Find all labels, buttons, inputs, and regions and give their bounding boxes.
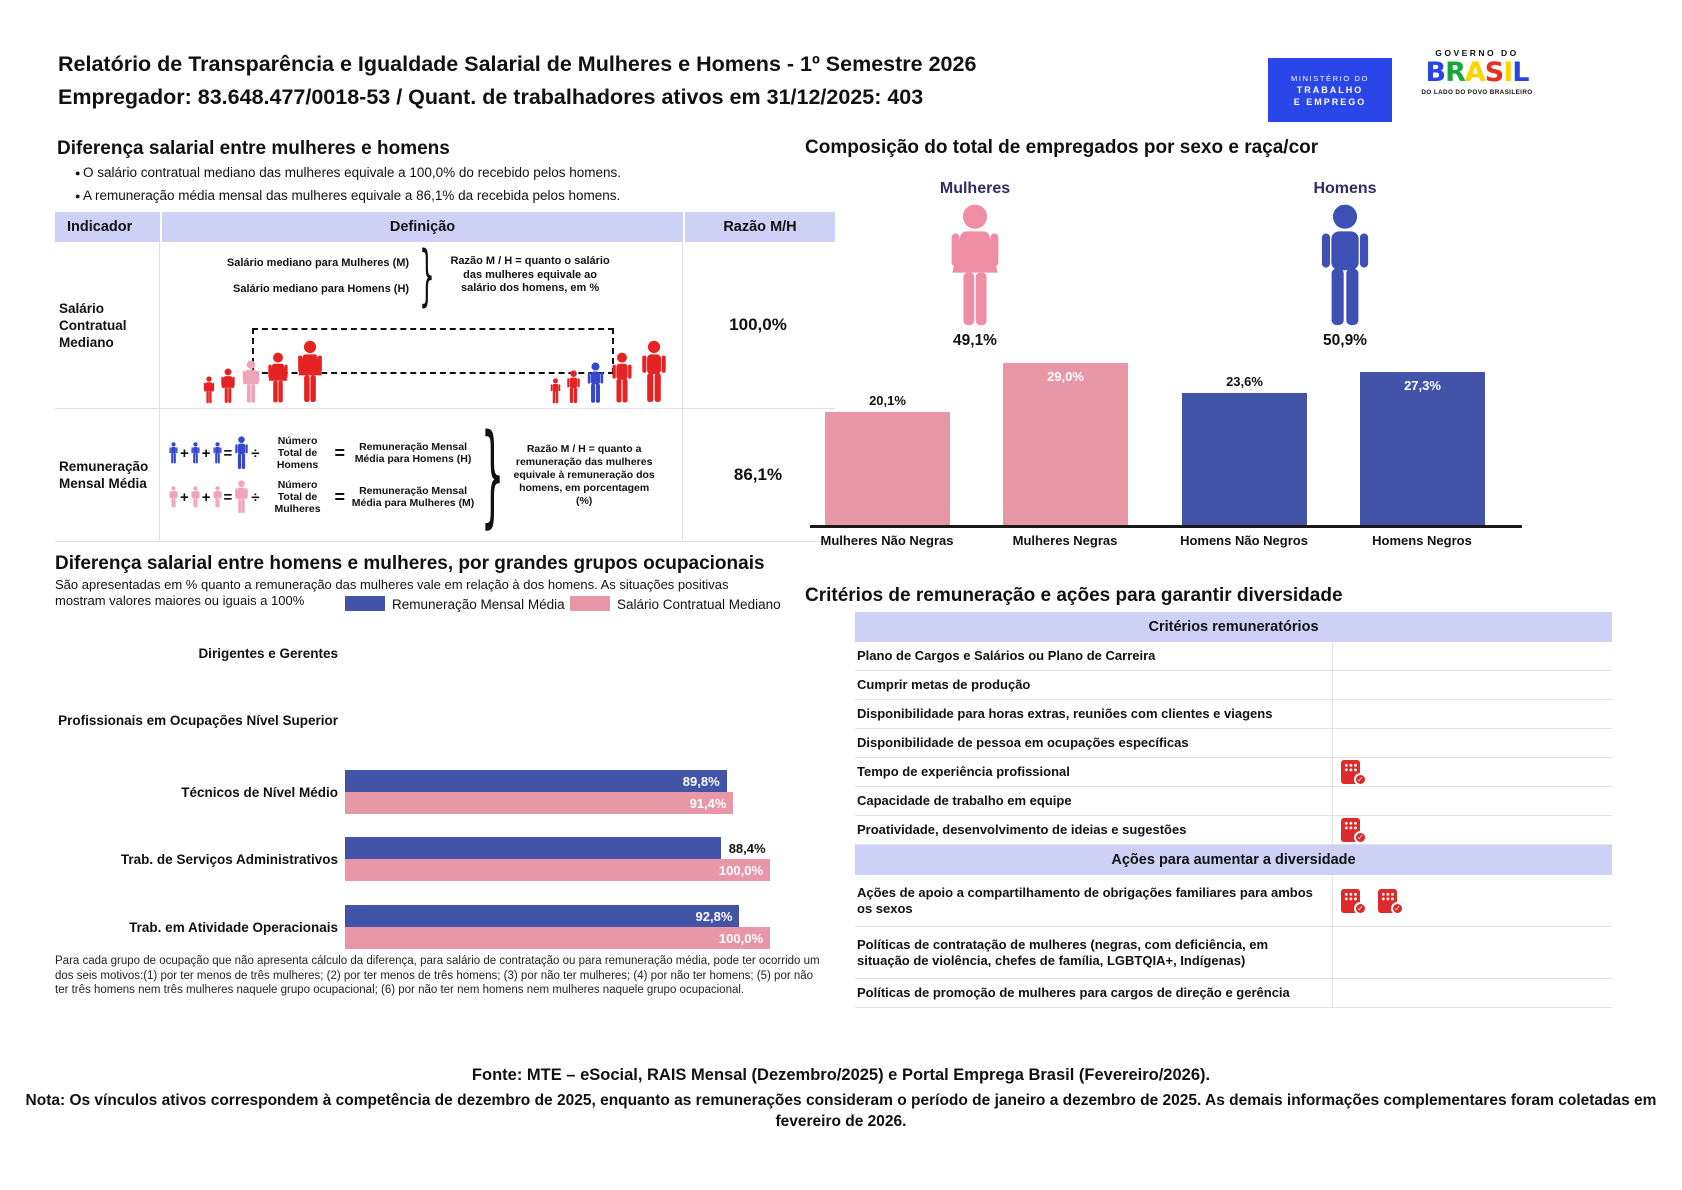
- female-group-label: Mulheres: [939, 180, 1011, 197]
- man-figure-icon: [190, 442, 201, 464]
- criteria-label: Disponibilidade para horas extras, reuniões com clientes e viagens: [855, 700, 1333, 728]
- bar-value-label: 23,6%: [1226, 373, 1263, 389]
- bar-remuneracao: [345, 837, 766, 859]
- criteria-diversity-header: Ações para aumentar a diversidade: [855, 845, 1612, 875]
- pay-gap-bullet: ● O salário contratual mediano das mulheres equivale a 100,0% do recebido pelos homens.: [75, 165, 621, 180]
- bar-value-label: 100,0%: [718, 862, 763, 878]
- building-check-icon: ✓: [1341, 888, 1368, 914]
- table-row: [855, 671, 1612, 700]
- column-header-indicador: Indicador: [55, 212, 160, 242]
- bar-remuneracao: [345, 770, 727, 792]
- median-salary-men-label: Salário mediano para Homens (H): [233, 282, 410, 295]
- definition-cell: [160, 237, 683, 408]
- bar-value-label: 20,1%: [869, 393, 906, 409]
- criteria-status: [1333, 671, 1612, 699]
- legend-item-remuneracao: [345, 596, 385, 616]
- ministry-logo-line3: E EMPREGO: [1293, 96, 1367, 107]
- woman-figure-icon: [168, 486, 179, 508]
- table-row: [855, 816, 1612, 845]
- man-figure-icon: [638, 340, 670, 404]
- column-header-razao: Razão M/H: [685, 212, 835, 242]
- criteria-label: Plano de Cargos e Salários ou Plano de Carreira: [855, 642, 1333, 670]
- criteria-label: Disponibilidade de pessoa em ocupações específicas: [855, 729, 1333, 757]
- occupational-group: [55, 632, 835, 684]
- woman-figure-icon: [190, 486, 201, 508]
- legend-swatch-blue: [345, 596, 385, 611]
- population-figures: [160, 312, 682, 404]
- man-figure-icon: [212, 442, 223, 464]
- total-women-label: Número Total de Mulheres: [274, 479, 321, 515]
- criteria-label: Cumprir metas de produção: [855, 671, 1333, 699]
- man-figure-icon: [168, 442, 179, 464]
- group-label: Profissionais em Ocupações Nível Superior: [58, 713, 338, 728]
- composition-bar-chart: [810, 356, 1522, 528]
- brasil-logo-brand: BRASIL: [1425, 57, 1529, 88]
- definition-cell: + + = ÷ Número Total de Homens = Remuneração Mensal Média para Homens (H) + + = ÷ Número Total de Mulheres = Remuneração Mensal Média para Mulheres (M) } Razão M / H = quanto a remuneração das mulheres equivale à remuneração dos homens, em porcentagem (%): [160, 409, 683, 541]
- table-row: [55, 237, 835, 409]
- indicator-label: Remuneração Mensal Média: [55, 409, 160, 541]
- male-group-label: Homens: [1313, 180, 1377, 197]
- median-woman-figure-icon: [240, 360, 262, 404]
- ratio-value: 86,1%: [733, 465, 783, 484]
- bar-value-label: 91,4%: [689, 795, 727, 811]
- brasil-logo-top: GOVERNO DO: [1435, 48, 1519, 58]
- median-man-figure-icon: [585, 362, 606, 404]
- table-row: [855, 700, 1612, 729]
- brasil-logo: [1402, 48, 1552, 128]
- woman-figure-icon: [219, 368, 237, 404]
- occupational-group: [55, 902, 835, 954]
- column-header-definicao: Definição: [162, 212, 683, 242]
- woman-figure-icon: [202, 376, 216, 404]
- legend-swatch-pink: [570, 596, 610, 611]
- pay-gap-table-header: [55, 212, 835, 242]
- criteria-label: Tempo de experiência profissional: [855, 758, 1333, 786]
- legend-item-salario: [570, 596, 610, 616]
- criteria-status: [1333, 816, 1612, 844]
- category-label: Homens Não Negros: [1180, 533, 1308, 548]
- bar-mulheres-negras: [1003, 363, 1128, 525]
- criteria-status: [1333, 875, 1612, 926]
- total-men-label: Número Total de Homens: [276, 435, 319, 471]
- category-label: Mulheres Negras: [1012, 533, 1118, 548]
- bar-value-label: 29,0%: [1047, 368, 1084, 384]
- criteria-status: [1333, 979, 1612, 1007]
- criteria-table: [855, 612, 1612, 1008]
- criteria-status: [1333, 787, 1612, 815]
- criteria-label: Capacidade de trabalho em equipe: [855, 787, 1333, 815]
- woman-figure-icon: [212, 486, 223, 508]
- building-check-icon: ✓: [1378, 888, 1405, 914]
- brace-glyph: }: [480, 410, 505, 540]
- table-row: [55, 409, 835, 542]
- bar-value-label: 89,8%: [682, 773, 720, 789]
- page-title: Relatório de Transparência e Igualdade Salarial de Mulheres e Homens - 1º Semestre 2026: [58, 52, 977, 76]
- female-pct: 49,1%: [953, 332, 997, 349]
- man-figure-icon: [233, 436, 250, 470]
- criteria-label: Ações de apoio a compartilhamento de obrigações familiares para ambos os sexos: [855, 875, 1333, 926]
- section-title-occupational: Diferença salarial entre homens e mulheres, por grandes grupos ocupacionais: [55, 553, 765, 574]
- bar-salario: [345, 927, 770, 949]
- bar-value-label: 88,4%: [728, 840, 766, 856]
- woman-figure-icon: [294, 340, 326, 404]
- bar-value-label: 92,8%: [695, 908, 733, 924]
- occupational-group: [55, 767, 835, 819]
- table-row: [855, 758, 1612, 787]
- bar-value-label: 100,0%: [718, 930, 763, 946]
- ratio-definition-note: Razão M / H = quanto a remuneração das mulheres equivale à remuneração dos homens, em porcentagem (%): [513, 442, 655, 507]
- ministry-logo-line2: TRABALHO: [1296, 84, 1364, 95]
- pay-gap-table: [55, 212, 835, 544]
- female-icon: [928, 203, 1022, 329]
- median-salary-women-label: Salário mediano para Mulheres (M): [226, 256, 410, 269]
- ministry-logo-line1: MINISTÉRIO DO: [1291, 73, 1369, 83]
- table-row: [855, 979, 1612, 1008]
- bar-remuneracao: [345, 905, 739, 927]
- criteria-label: Políticas de contratação de mulheres (negras, com deficiência, em situação de violência, chefes de família, LGBTQIA+, Indígenas): [855, 927, 1333, 978]
- section-title-criteria: Critérios de remuneração e ações para garantir diversidade: [805, 585, 1343, 606]
- legend-label: Remuneração Mensal Média: [392, 597, 565, 612]
- man-figure-icon: [549, 378, 562, 404]
- occupational-footnote: Para cada grupo de ocupação que não apresenta cálculo da diferença, para salário de contratação ou para remuneração média, pode ter ocorrido um dos seis motivos:(1) por ter menos de três mulheres; (2) por ter menos de três homens; (3) por não ter mulheres; (4) por não ter homens; (5) por não ter três homens nem três mulheres naquele grupo ocupacional; (6) por não ter nem homens nem mulheres naquele grupo ocupacional.: [55, 955, 820, 996]
- table-row: [855, 875, 1612, 927]
- bar-salario: [345, 792, 733, 814]
- building-check-icon: ✓: [1341, 759, 1368, 785]
- ministry-logo: [1268, 58, 1392, 122]
- table-row: [855, 927, 1612, 979]
- ratio-definition-note: Razão M / H = quanto o salário das mulheres equivale ao salário dos homens, em %: [450, 255, 610, 295]
- pay-gap-bullet: ● A remuneração média mensal das mulheres equivale a 86,1% da recebida pelos homens.: [75, 188, 620, 203]
- section-title-composition: Composição do total de empregados por sexo e raça/cor: [805, 137, 1319, 158]
- male-icon: [1302, 203, 1388, 329]
- bar-mulheres-nao-negras: [825, 393, 950, 525]
- group-label: Técnicos de Nível Médio: [181, 785, 338, 800]
- avg-remuneration-men-label: Remuneração Mensal Média para Homens (H): [354, 441, 472, 465]
- group-label: Trab. em Atividade Operacionais: [129, 920, 338, 935]
- criteria-status: [1333, 642, 1612, 670]
- bar-homens-negros: [1360, 372, 1485, 525]
- criteria-remuneration-header: Critérios remuneratórios: [855, 612, 1612, 642]
- category-label: Homens Negros: [1372, 533, 1472, 548]
- occupational-bar-chart: [55, 622, 835, 952]
- avg-remuneration-women-label: Remuneração Mensal Média para Mulheres (M): [351, 485, 475, 509]
- building-check-icon: ✓: [1341, 817, 1368, 843]
- group-label: Trab. de Serviços Administrativos: [120, 852, 338, 867]
- brace-glyph: }: [419, 237, 435, 314]
- woman-figure-icon: [233, 480, 250, 514]
- table-row: [855, 787, 1612, 816]
- footer-note: Nota: Os vínculos ativos correspondem à competência de dezembro de 2025, enquanto as remunerações consideram o período de janeiro a dezembro de 2025. As demais informações complementares foram coletadas em fevereiro de 2026.: [25, 1092, 1657, 1130]
- criteria-status: [1333, 758, 1612, 786]
- table-row: [855, 642, 1612, 671]
- criteria-status: [1333, 700, 1612, 728]
- occupational-subtitle: São apresentadas em % quanto a remuneração das mulheres vale em relação à dos homens. As situações positivas mostram valores maiores ou iguais a 100%: [55, 577, 729, 608]
- indicator-label: Salário Contratual Mediano: [55, 242, 160, 408]
- occupational-group: [55, 699, 835, 751]
- woman-figure-icon: [265, 352, 291, 404]
- bar-salario: [345, 859, 770, 881]
- category-label: Mulheres Não Negras: [820, 533, 954, 548]
- brasil-logo-bottom: DO LADO DO POVO BRASILEIRO: [1421, 89, 1533, 96]
- man-figure-icon: [609, 352, 635, 404]
- male-pct: 50,9%: [1323, 332, 1367, 349]
- occupational-group: [55, 834, 835, 886]
- group-label: Dirigentes e Gerentes: [198, 646, 338, 661]
- source-note: Fonte: MTE – eSocial, RAIS Mensal (Dezembro/2025) e Portal Emprega Brasil (Fevereiro/2026).: [471, 1066, 1211, 1084]
- criteria-label: Proatividade, desenvolvimento de ideias e sugestões: [855, 816, 1333, 844]
- criteria-label: Políticas de promoção de mulheres para cargos de direção e gerência: [855, 979, 1333, 1007]
- section-title-pay-gap: Diferença salarial entre mulheres e homens: [57, 138, 450, 159]
- employer-subtitle: Empregador: 83.648.477/0018-53 / Quant. de trabalhadores ativos em 31/12/2025: 403: [58, 85, 924, 109]
- table-row: [855, 729, 1612, 758]
- criteria-status: [1333, 927, 1612, 978]
- man-figure-icon: [565, 370, 582, 404]
- legend-label: Salário Contratual Mediano: [617, 597, 781, 612]
- bar-value-label: 27,3%: [1404, 378, 1441, 394]
- ratio-value: 100,0%: [729, 315, 787, 334]
- bar-homens-nao-negros: [1182, 374, 1307, 525]
- criteria-status: [1333, 729, 1612, 757]
